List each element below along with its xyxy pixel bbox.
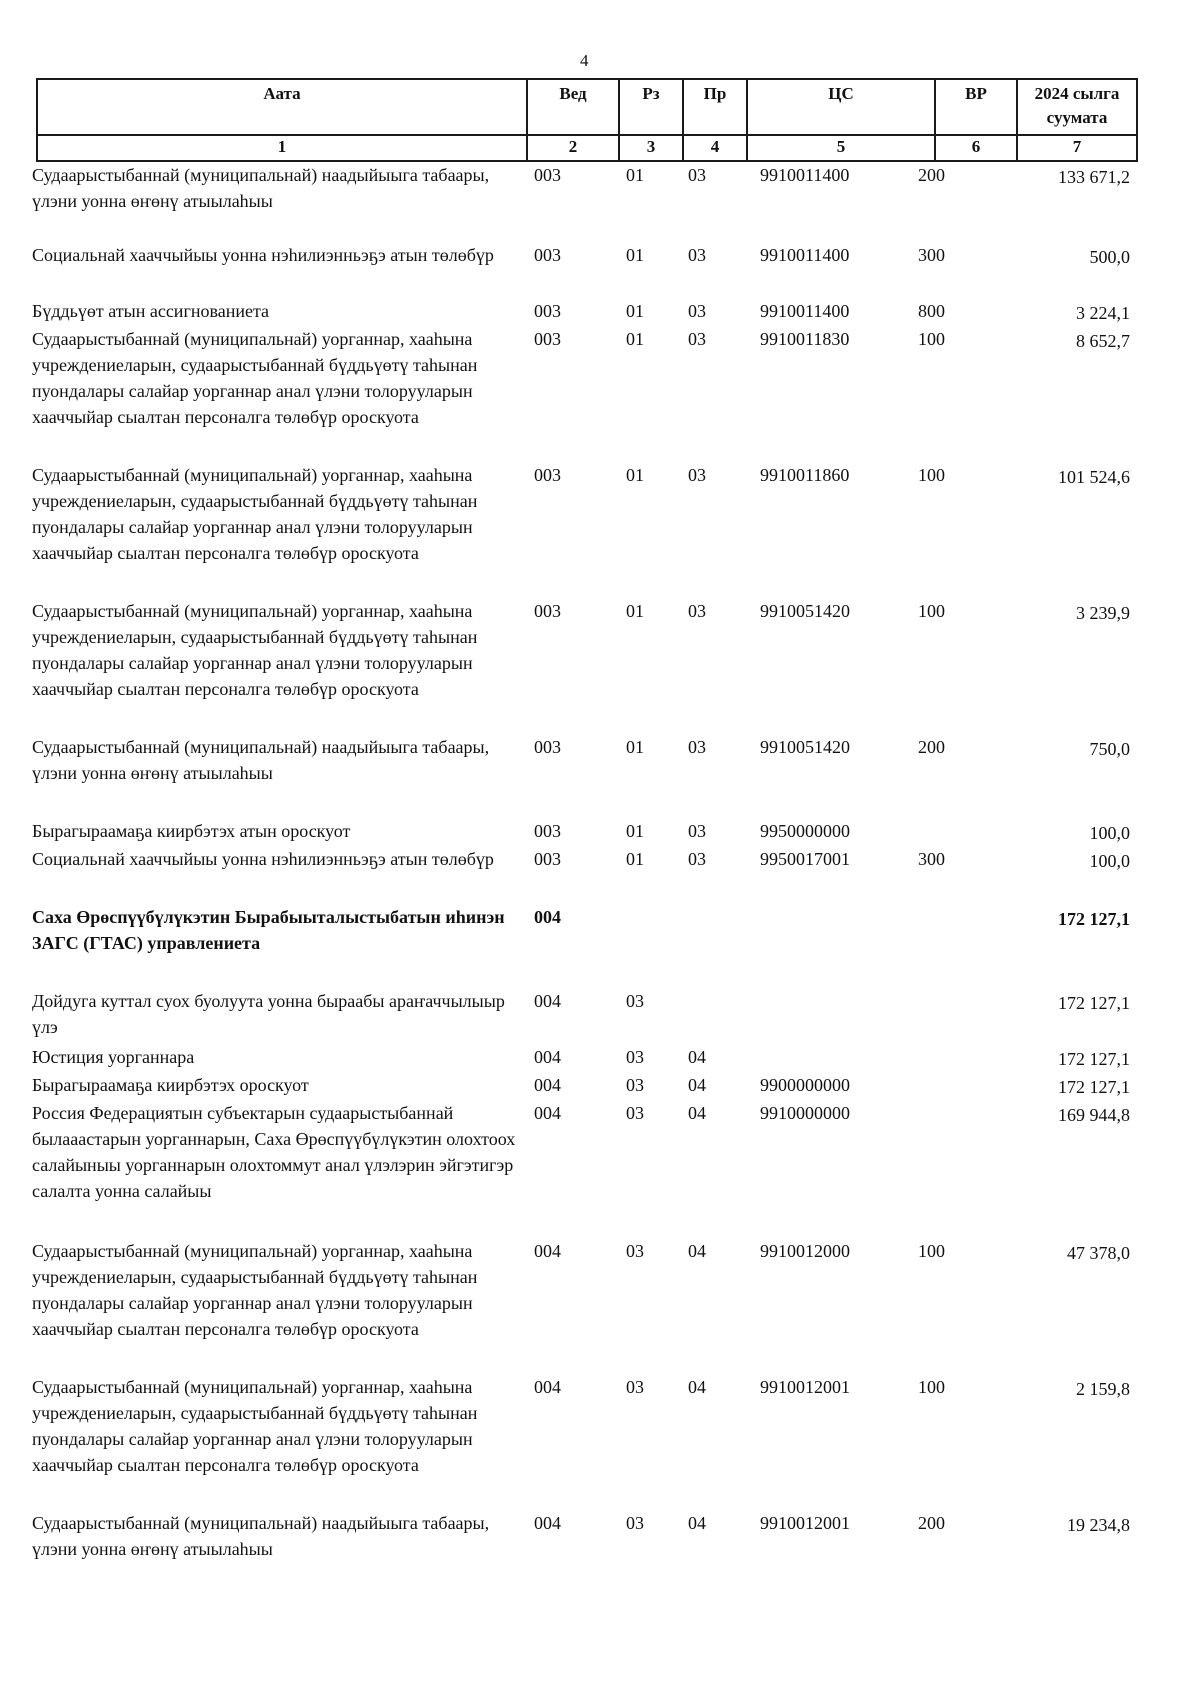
- row-ved: 004: [534, 1377, 561, 1397]
- row-pr: 03: [688, 465, 706, 485]
- row-vr: 300: [918, 849, 945, 869]
- row-cs: 9910012001: [760, 1513, 850, 1533]
- row-pr: 04: [688, 1241, 706, 1261]
- row-vr: 100: [918, 1241, 945, 1261]
- row-cs: 9910012001: [760, 1377, 850, 1397]
- row-name: Судаарыстыбаннай (муниципальнай) уорганнар, хааһына учреждениеларын, судаарыстыбаннай бүддьүөтү таһынан пуондалары салайар уорганнар анал үлэни толорууларын хааччыйар сыалтан персоналга төлөбүр ороскуота: [32, 465, 478, 563]
- header-col-cs: ЦС 5: [746, 78, 934, 162]
- row-pr: 04: [688, 1075, 706, 1095]
- row-sum: 750,0: [1089, 739, 1130, 759]
- row-rz: 01: [626, 165, 644, 185]
- row-sum: 100,0: [1089, 823, 1130, 843]
- row-ved: 004: [534, 1103, 561, 1123]
- row-vr: 100: [918, 1377, 945, 1397]
- row-name: Судаарыстыбаннай (муниципальнай) уорганнар, хааһына учреждениеларын, судаарыстыбаннай бүддьүөтү таһынан пуондалары салайар уорганнар анал үлэни толорууларын хааччыйар сыалтан персоналга төлөбүр ороскуота: [32, 1241, 478, 1339]
- row-pr: 03: [688, 601, 706, 621]
- row-name: Судаарыстыбаннай (муниципальнай) уорганнар, хааһына учреждениеларын, судаарыстыбаннай бүддьүөтү таһынан пуондалары салайар уорганнар анал үлэни толорууларын хааччыйар сыалтан персоналга төлөбүр ороскуота: [32, 329, 478, 427]
- row-name: Бүддьүөт атын ассигнованиета: [32, 301, 270, 321]
- row-name: Социальнай хааччыйыы уонна нэһилиэнньэҕэ атын төлөбүр: [32, 849, 494, 869]
- row-rz: 03: [626, 1241, 644, 1261]
- row-rz: 01: [626, 329, 644, 349]
- row-rz: 03: [626, 991, 644, 1011]
- row-cs: 9950000000: [760, 821, 850, 841]
- row-cs: 9950017001: [760, 849, 850, 869]
- row-ved: 003: [534, 465, 561, 485]
- row-cs: 9900000000: [760, 1075, 850, 1095]
- row-rz: 03: [626, 1377, 644, 1397]
- row-name: Судаарыстыбаннай (муниципальнай) наадыйыыга табаары, үлэни уонна өҥөнү атыылаһыы: [32, 737, 490, 783]
- row-name: Россия Федерациятын субъектарын судаарыстыбаннай былааастарын уорганнарын, Саха Өрөспүүбүлүкэтин олохтоох салайыныы уорганнарын олохтоммут анал үлэлэрин эйгэтигэр салалта уонна салайыы: [32, 1103, 516, 1201]
- row-ved: 003: [534, 245, 561, 265]
- row-rz: 03: [626, 1103, 644, 1123]
- row-sum: 172 127,1: [1058, 1077, 1130, 1097]
- row-ved: 003: [534, 821, 561, 841]
- row-ved: 004: [534, 1241, 561, 1261]
- row-rz: 01: [626, 465, 644, 485]
- header-col-rz: Рз 3: [618, 78, 682, 162]
- row-ved: 004: [534, 1047, 561, 1067]
- row-name: Бырагыраамаҕа киирбэтэх атын ороскуот: [32, 821, 351, 841]
- row-cs: 9910000000: [760, 1103, 850, 1123]
- row-vr: 300: [918, 245, 945, 265]
- row-pr: 04: [688, 1047, 706, 1067]
- row-name: Судаарыстыбаннай (муниципальнай) наадыйыыга табаары, үлэни уонна өҥөнү атыылаһыы: [32, 1513, 490, 1559]
- row-rz: 01: [626, 245, 644, 265]
- row-rz: 03: [626, 1047, 644, 1067]
- row-ved: 003: [534, 301, 561, 321]
- row-name: Социальнай хааччыйыы уонна нэһилиэнньэҕэ атын төлөбүр: [32, 245, 494, 265]
- row-vr: 800: [918, 301, 945, 321]
- row-ved: 003: [534, 165, 561, 185]
- row-name: Юстиция уорганнара: [32, 1047, 195, 1067]
- row-rz: 01: [626, 849, 644, 869]
- header-col-sum: 2024 сылга суумата 7: [1016, 78, 1138, 162]
- row-vr: 100: [918, 601, 945, 621]
- row-pr: 04: [688, 1103, 706, 1123]
- row-name: Бырагыраамаҕа киирбэтэх ороскуот: [32, 1075, 309, 1095]
- row-pr: 03: [688, 329, 706, 349]
- row-ved: 003: [534, 601, 561, 621]
- row-pr: 03: [688, 821, 706, 841]
- row-name: Саха Өрөспүүбүлүкэтин Бырабыыталыстыбатын иһинэн ЗАГС (ГТАС) управлениета: [32, 907, 505, 953]
- row-ved: 004: [534, 991, 561, 1011]
- row-sum: 19 234,8: [1067, 1515, 1130, 1535]
- row-rz: 01: [626, 601, 644, 621]
- row-pr: 03: [688, 737, 706, 757]
- row-pr: 03: [688, 245, 706, 265]
- row-sum: 172 127,1: [1058, 909, 1130, 929]
- row-ved: 003: [534, 849, 561, 869]
- row-rz: 01: [626, 737, 644, 757]
- row-sum: 3 224,1: [1076, 303, 1130, 323]
- row-vr: 200: [918, 165, 945, 185]
- row-pr: 03: [688, 301, 706, 321]
- row-ved: 004: [534, 1075, 561, 1095]
- row-name: Дойдуга куттал суох буолуута уонна быраабы араҥаччылыыр үлэ: [32, 991, 505, 1037]
- header-col-vr: ВР 6: [934, 78, 1016, 162]
- row-vr: 100: [918, 465, 945, 485]
- row-vr: 200: [918, 737, 945, 757]
- row-pr: 04: [688, 1513, 706, 1533]
- row-vr: 100: [918, 329, 945, 349]
- header-col-pr: Пр 4: [682, 78, 746, 162]
- row-pr: 03: [688, 849, 706, 869]
- row-rz: 03: [626, 1513, 644, 1533]
- row-sum: 101 524,6: [1058, 467, 1130, 487]
- row-pr: 03: [688, 165, 706, 185]
- row-name: Судаарыстыбаннай (муниципальнай) уорганнар, хааһына учреждениеларын, судаарыстыбаннай бүддьүөтү таһынан пуондалары салайар уорганнар анал үлэни толорууларын хааччыйар сыалтан персоналга төлөбүр ороскуота: [32, 601, 478, 699]
- row-sum: 169 944,8: [1058, 1105, 1130, 1125]
- row-cs: 9910012000: [760, 1241, 850, 1261]
- row-sum: 500,0: [1089, 247, 1130, 267]
- row-vr: 200: [918, 1513, 945, 1533]
- row-pr: 04: [688, 1377, 706, 1397]
- row-sum: 172 127,1: [1058, 993, 1130, 1013]
- table-header: [36, 78, 1138, 162]
- row-sum: 133 671,2: [1058, 167, 1130, 187]
- row-cs: 9910011400: [760, 245, 850, 265]
- row-ved: 003: [534, 329, 561, 349]
- row-rz: 01: [626, 821, 644, 841]
- row-sum: 3 239,9: [1076, 603, 1130, 623]
- row-name: Судаарыстыбаннай (муниципальнай) уорганнар, хааһына учреждениеларын, судаарыстыбаннай бүддьүөтү таһынан пуондалары салайар уорганнар анал үлэни толорууларын хааччыйар сыалтан персоналга төлөбүр ороскуота: [32, 1377, 478, 1475]
- row-cs: 9910011830: [760, 329, 850, 349]
- row-ved: 003: [534, 737, 561, 757]
- header-col-ved: Вед 2: [526, 78, 618, 162]
- row-name: Судаарыстыбаннай (муниципальнай) наадыйыыга табаары, үлэни уонна өҥөнү атыылаһыы: [32, 165, 490, 211]
- row-cs: 9910011400: [760, 301, 850, 321]
- row-sum: 100,0: [1089, 851, 1130, 871]
- page-number: 4: [580, 51, 589, 70]
- row-sum: 172 127,1: [1058, 1049, 1130, 1069]
- row-ved: 004: [534, 907, 561, 927]
- row-rz: 01: [626, 301, 644, 321]
- row-cs: 9910011400: [760, 165, 850, 185]
- row-cs: 9910051420: [760, 601, 850, 621]
- row-sum: 47 378,0: [1067, 1243, 1130, 1263]
- header-col-name: Аата 1: [36, 78, 526, 162]
- row-sum: 8 652,7: [1076, 331, 1130, 351]
- row-ved: 004: [534, 1513, 561, 1533]
- row-sum: 2 159,8: [1076, 1379, 1130, 1399]
- row-rz: 03: [626, 1075, 644, 1095]
- row-cs: 9910051420: [760, 737, 850, 757]
- row-cs: 9910011860: [760, 465, 850, 485]
